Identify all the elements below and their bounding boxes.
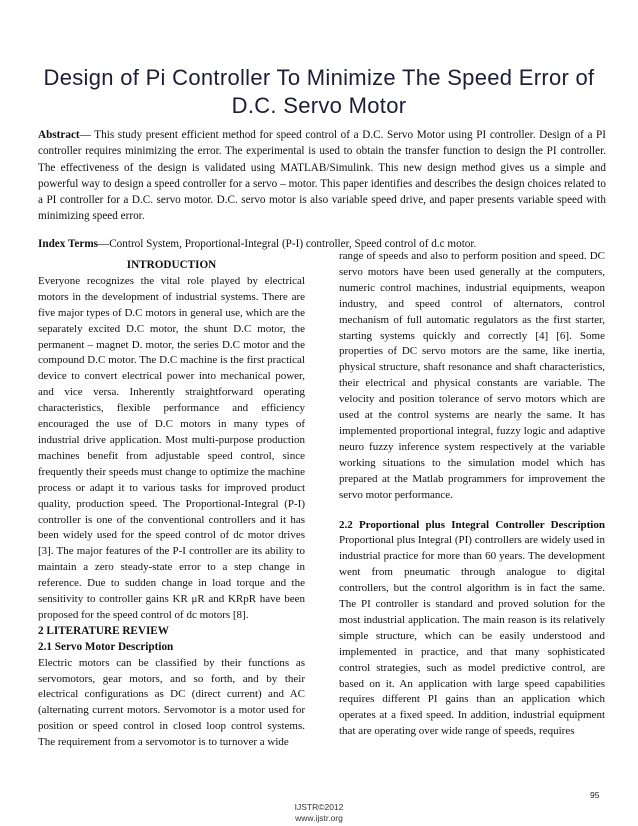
- journal-name: IJSTR©2012: [294, 802, 344, 812]
- pi-controller-heading: 2.2 Proportional plus Integral Controller Description: [339, 518, 605, 531]
- introduction-text: Everyone recognizes the vital role played by electrical motors in the development of industrial systems. There are five major types of D.C motors in general use, which are the separately excited D.C motor, the shunt D.C motor, the permanent – magnet D. motor, the series D.C motor and the compound D.C motor. The D.C machine is the first practical device to convert electrical power into mechanical power, and vice versa. Inherently straightforward operating characteristics, flexible performance and efficiency encouraged the use of D.C motors in many types of industrial drive application. Most multi-purpose production machines benefit from adjustable speed control, since frequently their speeds must change to optimize the machine process or adapt it to various tasks for improved product quality, production speed. The Proportional-Integral (P-I) controller is one of the conventional controllers and it has been widely used for the speed control of dc motor drives [3]. The major features of the P-I controller are its ability to maintain a zero steady-state error to a step change in reference. Due to sudden change in load torque and the sensitivity to controller gains KR μR and KRpR have been proposed for the speed control of dc motors [8].: [38, 274, 305, 621]
- pi-controller-section: [339, 518, 605, 741]
- paper-title: Design of Pi Controller To Minimize The Speed Error of D.C. Servo Motor: [43, 65, 595, 118]
- right-column: [339, 249, 605, 740]
- index-terms-text: Control System, Proportional-Integral (P-I) controller, Speed control of d.c motor.: [109, 238, 477, 250]
- servo-motor-text: Electric motors can be classified by their functions as servomotors, gear motors, and so forth, and by their electrical configurations as DC (direct current) and AC (alternating current motors. Servomotor is a motor used for position or speed control in closed loop control systems. The requirement from a servomotor is to turnover a wide: [38, 656, 305, 749]
- pi-controller-text: Proportional plus Integral (PI) controllers are widely used in industrial practice for more than 60 years. The development went from pneumatic through analogue to digital controllers, but the control algorithm is in fact the same. The PI controller is standard and proved solution for the most industrial application. The main reason is its relatively simple structure, which can be easily understood and implemented in practice, and that many sophisticated control strategies, such as model predictive control, are based on it. An application with large speed capabilities requires different PI gains than an application which operates at a fixed speed. In addition, industrial equipment that are operating over wide range of speeds, requires: [339, 534, 605, 738]
- index-terms-dash: —: [98, 238, 110, 250]
- section-gap: [339, 504, 605, 518]
- abstract-label: Abstract: [38, 129, 80, 141]
- abstract-text: This study present efficient method for speed control of a D.C. Servo Motor using PI controller. Design of a PI controller requires minimizing the error. The experimental is used to obtain the transfer function to design the PI controller. The effectiveness of the design is validated using MATLAB/Simulink. This new design method gives us a simple and powerful way to design a speed controller for a servo – motor. This paper identifies and describes the design choices related to a PI controller for a D.C. servo motor. D.C. servo motor is also variable speed drive, and paper presents variable speed with minimizing speed error.: [38, 129, 606, 223]
- abstract-dash: —: [79, 129, 91, 141]
- literature-review-heading: 2 LITERATURE REVIEW: [38, 624, 169, 637]
- journal-url: www.ijstr.org: [295, 813, 343, 823]
- left-column: [38, 258, 305, 751]
- page-number: 95: [590, 790, 600, 800]
- index-terms-label: Index Terms: [38, 238, 98, 250]
- introduction-heading: INTRODUCTION: [126, 259, 217, 271]
- servo-motor-heading: 2.1 Servo Motor Description: [38, 640, 174, 653]
- abstract: [38, 127, 606, 225]
- servo-motor-continued-text: range of speeds and also to perform position and speed. DC servo motors have been used generally at the computers, numeric control machines, industrial equipments, weapon industry, and speed control of alternators, control mechanism of full automatic regulators as the first starter, starting systems quickly and correctly [4] [6]. Some properties of DC servo motors are the same, like inertia, physical structure, shaft resonance and shaft characteristics, their electrical and physical constants are variable. The velocity and position tolerance of servo motors which are used at the control systems are nearly the same. It has implemented proportional integral, fuzzy logic and adaptive neuro fuzzy inference system respectively at the variable working situations to the simulation model which has prepared at the Matlab programmers for improvement the servo motor performance.: [339, 250, 605, 501]
